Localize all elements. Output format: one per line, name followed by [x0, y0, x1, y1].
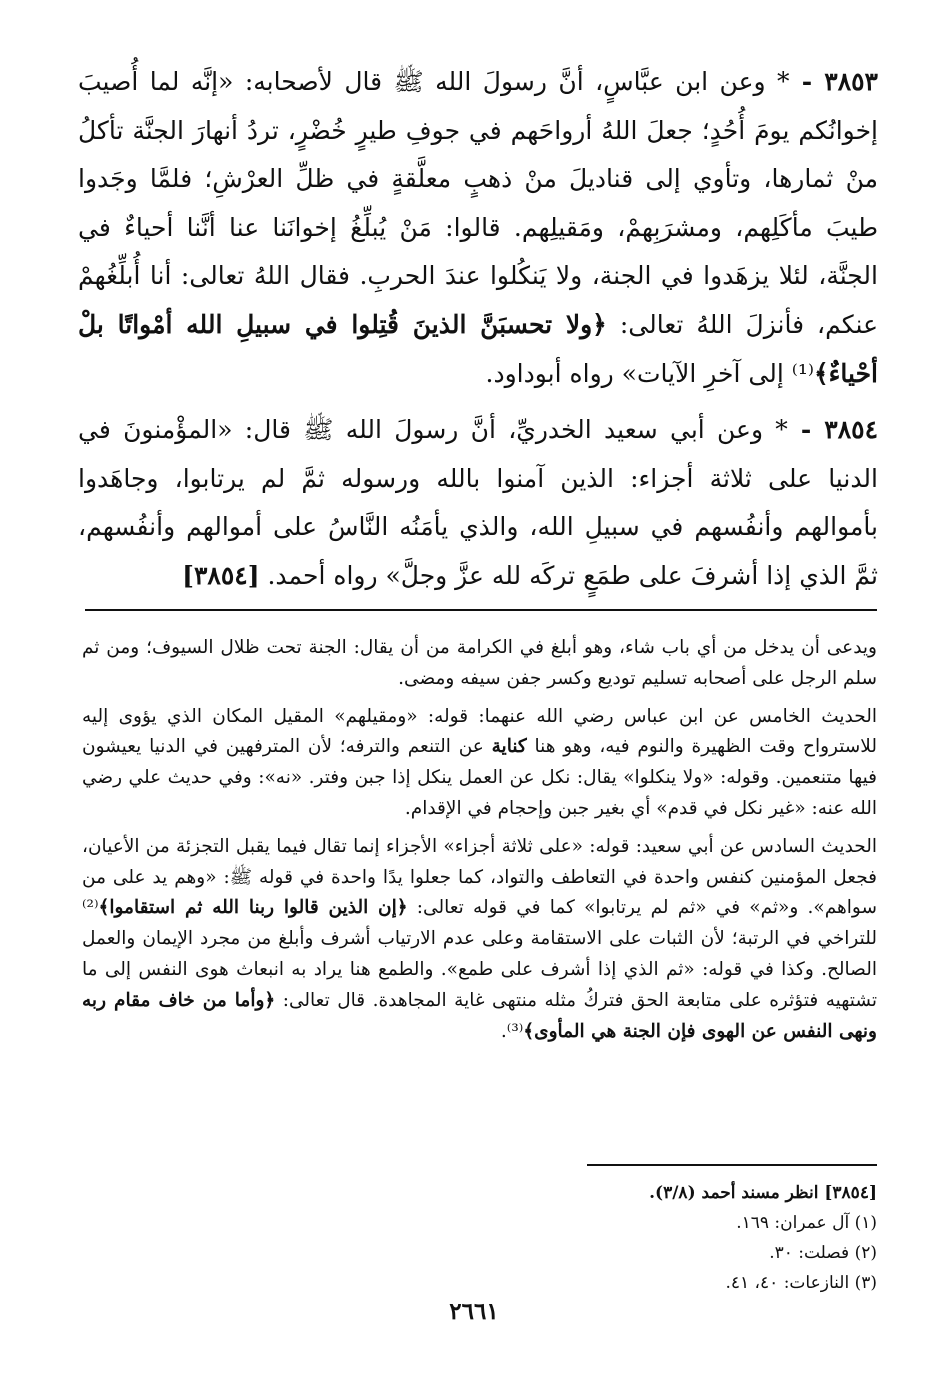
hadith-3854 [78, 406, 878, 600]
commentary-text: عن التنعم والترفه؛ لأن المترفهين في الدنيا يعيشون فيها متنعمين. وقوله: «ولا ينكلوا» يقال: نكل عن العمل ينكل إذا جبن وفتر. «نه»: وفي حديث علي رضي الله عنه: «غير نكل في قدم» أي بغير جبن وإحجام في الإقدام. [82, 736, 877, 819]
quran-verse: ﴿إن الذين قالوا ربنا الله ثم استقاموا﴾ [98, 897, 408, 919]
hadith-text: * وعن أبي سعيد الخدريِّ، أنَّ رسولَ الله ﷺ قال: «المؤْمنونَ في الدنيا على ثلاثة أجزاء: الذين آمنوا بالله ورسوله ثمَّ لم يرتابوا، وجاهَدوا بأموالهم وأنفُسهم في سبيلِ الله، والذي يأمَنُه النَّاسُ على أموالهم وأنفُسهم، ثمَّ الذي إذا أشرفَ على طمَعٍ تركَه لله عزَّ وجلَّ» رواه أحمد. [78, 415, 878, 590]
footnote-3: (٣) النازعات: ٤٠، ٤١. [725, 1273, 877, 1293]
footnotes [300, 1178, 877, 1298]
footnote-2: (٢) فصلت: ٣٠. [769, 1243, 877, 1263]
commentary-text: الحديث السادس عن أبي سعيد: قوله: «على ثلاثة أجزاء» الأجزاء إنما تقال فيما يقبل التجزئة من الأعيان، فجعل المؤمنين كنفس واحدة في التعاطف والتواد، كما جعلوا يدًا واحدة في قوله ﷺ: «وهم يد على من سواهم». و«ثم» في «ثم لم يرتابوا» كما في قوله تعالى: [82, 835, 877, 919]
commentary-paragraph [82, 702, 877, 825]
hadith-3853 [78, 58, 878, 398]
footnote-ref: ⁽³⁾ [506, 1020, 524, 1042]
footnote-ref: ⁽²⁾ [82, 897, 99, 919]
commentary [82, 633, 877, 1047]
commentary-text: . [500, 1020, 507, 1042]
hadith-reference: [٣٨٥٤] [182, 560, 260, 590]
section-divider [85, 609, 877, 611]
quran-verse: ﴿وأما من خاف مقام ربه ونهى النفس عن الهوى فإن الجنة هي المأوى﴾ [82, 989, 877, 1042]
main-text [78, 58, 878, 601]
commentary-paragraph: ويدعى أن يدخل من أي باب شاء، وهو أبلغ في الكرامة من أن يقال: الجنة تحت ظلال السيوف؛ ومن ثم سلم الرجل على أصحابه تسليم توديع وكسر جفن سيفه ومضى. [82, 637, 877, 689]
commentary-text: للتراخي في الرتبة؛ لأن الثبات على الاستقامة وعلى عدم الارتياب أشرف وأبلغ من مجرد الإيمان والعمل الصالح. وكذا في قوله: «ثم الذي إذا أشرف على طمع». والطمع هنا يراد به انبعاث هوى النفس إلى ما تشتهيه فتؤثره على متابعة الحق فتركُ مثله منتهى غاية المجاهدة. قال تعالى: [82, 928, 877, 1011]
page-number: ٢٦٦١ [449, 1298, 499, 1325]
commentary-paragraph [82, 832, 877, 1048]
hadith-text: * وعن ابن عبَّاسٍ، أنَّ رسولَ الله ﷺ قال لأصحابه: «إنَّه لما أُصيبَ إخوانُكم يومَ أُحُدٍ؛ جعلَ اللهُ أرواحَهم في جوفِ طيرٍ خُضْرٍ، تردُ أنهارَ الجنَّة تأكلُ منْ ثمارها، وتأوي إلى قناديلَ منْ ذهبٍ معلَّقةٍ في ظلِّ العرْشِ؛ فلمَّا وجَدوا طيبَ مأكَلِهم، ومشرَبِهمْ، ومَقيلِهم. قالوا: مَنْ يُبلِّغُ إخوانَنا عنا أنَّنا أحياءٌ في الجنَّة، لئلا يزهَدوا في الجنة، ولا يَنكُلوا عندَ الحربِ. فقال اللهُ تعالى: أنا أُبلِّغُهمْ عنكم، فأنزلَ اللهُ تعالى: [78, 67, 879, 339]
footnote-divider [587, 1164, 877, 1166]
footnote-source: [٣٨٥٤] انظر مسند أحمد (٣/٨). [649, 1183, 877, 1203]
footnote-1: (١) آل عمران: ١٦٩. [736, 1213, 877, 1233]
commentary-text: الحديث الخامس عن ابن عباس رضي الله عنهما: قوله: «ومقيلهم» المقيل المكان الذي يؤوى إليه للاسترواح وقت الظهيرة والنوم فيه، وهو هنا [82, 705, 877, 758]
footnote-ref: ⁽¹⁾ [791, 358, 815, 388]
hadith-number: ٣٨٥٣ - [789, 67, 878, 96]
commentary-bold-term: كناية [491, 736, 527, 758]
quran-verse: ﴿ولا تحسبَنَّ الذينَ قُتِلوا في سبيلِ الله أمْواتًا بلْ أحْياءٌ﴾ [78, 309, 878, 388]
hadith-tail: إلى آخرِ الآيات» رواه أبوداود. [485, 358, 792, 388]
hadith-number: ٣٨٥٤ - [787, 415, 878, 445]
